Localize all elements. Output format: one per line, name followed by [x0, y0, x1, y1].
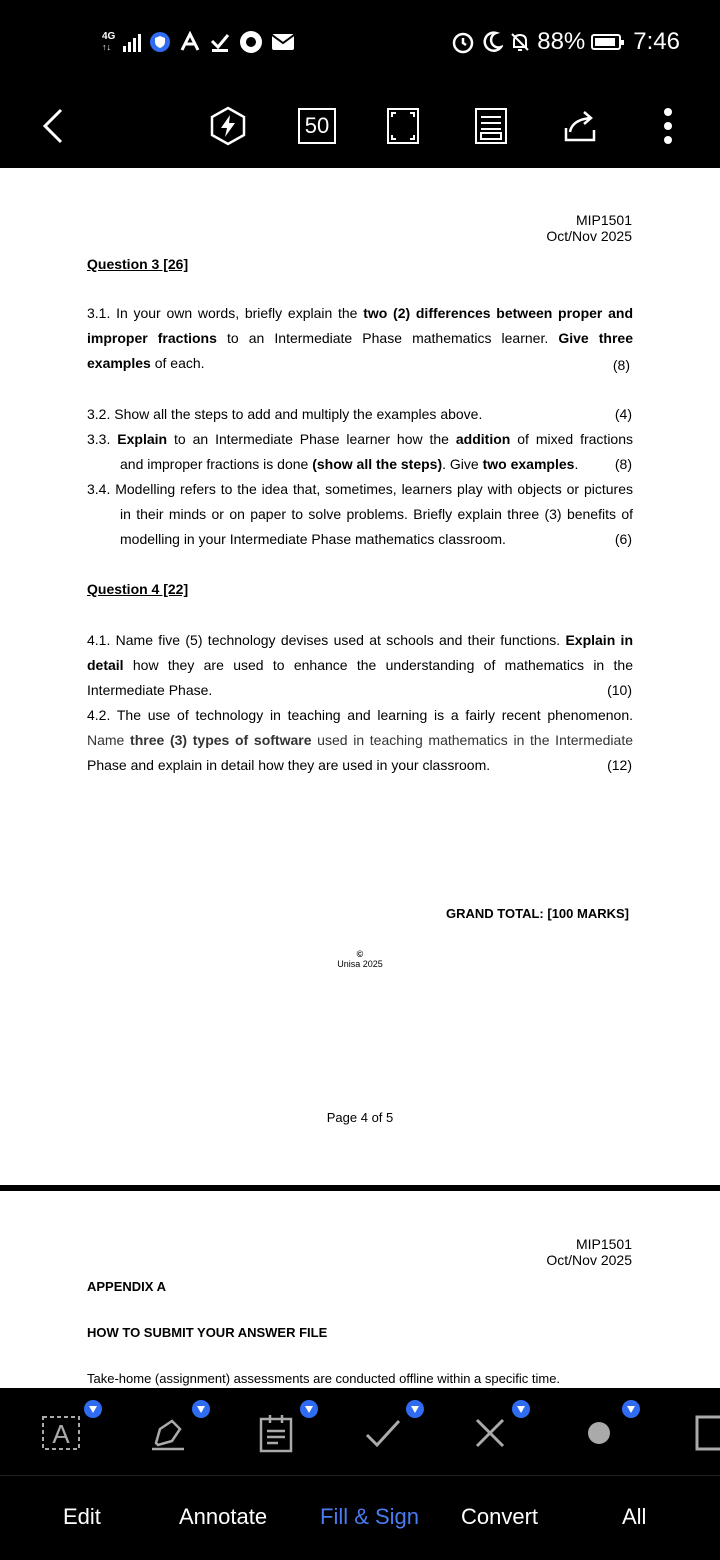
badge-bolt-icon [84, 1400, 102, 1418]
reading-mode-icon [474, 107, 508, 145]
tab-annotate[interactable]: Annotate [179, 1504, 268, 1529]
copyright-symbol: © [356, 949, 364, 959]
clipboard-icon [258, 1413, 294, 1453]
back-button[interactable] [22, 96, 82, 156]
question-3-1-marks: (8) [612, 357, 630, 373]
bell-off-icon [509, 31, 531, 53]
question-3-3-marks: (8) [614, 456, 632, 472]
question-3-3-line2: and improper fractions is done (show all the steps). Give two examples. [120, 456, 579, 472]
download-done-icon [209, 31, 231, 53]
question-4-2-line1: 4.2. The use of technology in teaching and learning is a fairly recent phenomenon. [87, 707, 633, 723]
badge-bolt-icon [406, 1400, 424, 1418]
app-circle-icon [239, 30, 263, 54]
page-divider [0, 1185, 720, 1191]
mail-icon [271, 32, 295, 52]
chevron-left-icon [37, 106, 67, 146]
battery-icon [591, 34, 621, 50]
question-3-1: 3.1. In your own words, briefly explain the two (2) differences between proper and improper fractions to an Intermediate Phase mathematics learner. Give three examples of each. [87, 305, 634, 371]
exam-session: Oct/Nov 2025 [546, 1252, 632, 1268]
course-code: MIP1501 [575, 1236, 632, 1252]
bottom-tab-bar [0, 1475, 720, 1560]
question-4-1-marks: (10) [607, 682, 632, 698]
tab-all[interactable]: All [622, 1504, 647, 1529]
question4-heading: Question 4 [22] [87, 581, 189, 597]
document-viewer[interactable] [0, 168, 720, 1388]
tab-convert[interactable]: Convert [461, 1504, 539, 1529]
reader-toolbar [0, 84, 720, 168]
more-vertical-icon [663, 106, 673, 146]
lightning-hexagon-icon [208, 106, 248, 146]
zoom-level-button[interactable] [287, 96, 347, 156]
zoom-level: 50 [298, 108, 336, 144]
network-type-icon: 4G ↑↓ [102, 31, 116, 52]
network-type-label: 4G [102, 31, 116, 42]
battery-percent: 88% [537, 28, 586, 55]
status-left-icons [102, 27, 295, 57]
cross-icon [473, 1416, 507, 1450]
grand-total: GRAND TOTAL: [100 MARKS] [446, 906, 629, 921]
share-icon [560, 106, 600, 146]
course-code: MIP1501 [575, 212, 632, 228]
annotation-tools-bar [0, 1388, 720, 1475]
page5-header [546, 1236, 632, 1268]
share-button[interactable] [550, 96, 610, 156]
clock: 7:46 [633, 28, 680, 55]
alarm-icon [451, 30, 475, 54]
submission-intro: Take-home (assignment) assessments are conducted offline within a specific time. [87, 1371, 561, 1386]
quick-action-button[interactable] [198, 96, 258, 156]
form-tool-button[interactable] [249, 1406, 303, 1460]
question-4-1-line1: 4.1. Name five (5) technology devises used at schools and their functions. Explain in [87, 632, 633, 648]
appendix-heading: APPENDIX A [87, 1279, 166, 1294]
tab-fill-sign[interactable]: Fill & Sign [320, 1504, 420, 1529]
page4-header [546, 212, 632, 244]
text-tool-button[interactable] [34, 1406, 88, 1460]
question-4-1-line3: Intermediate Phase. [87, 682, 213, 698]
question-4-1-line2: detail how they are used to enhance the understanding of mathematics in the [87, 657, 633, 673]
app-a-icon [179, 31, 201, 53]
signal-icon [123, 32, 141, 52]
copyright-text: Unisa 2025 [337, 959, 383, 969]
copyright [336, 949, 384, 969]
exam-session: Oct/Nov 2025 [546, 228, 632, 244]
question-3-4-line1: 3.4. Modelling refers to the idea that, sometimes, learners play with objects or pictures [87, 481, 633, 497]
text-box-icon [41, 1415, 81, 1451]
dot-icon [587, 1421, 611, 1445]
checkmark-icon [363, 1415, 403, 1451]
status-right-icons [451, 27, 680, 57]
shield-icon [149, 31, 171, 53]
fullscreen-icon [386, 107, 420, 145]
checkmark-tool-button[interactable] [356, 1406, 410, 1460]
question-3-4-marks: (6) [614, 531, 632, 547]
badge-bolt-icon [512, 1400, 530, 1418]
question-3-4-line2: in their minds or on paper to solve problems. Briefly explain three (3) benefits of [120, 506, 633, 522]
page-number: Page 4 of 5 [326, 1110, 394, 1125]
badge-bolt-icon [622, 1400, 640, 1418]
more-options-button[interactable] [638, 96, 698, 156]
pen-nib-icon [148, 1413, 188, 1453]
badge-bolt-icon [300, 1400, 318, 1418]
reading-mode-button[interactable] [461, 96, 521, 156]
question-3-2: 3.2. Show all the steps to add and multiply the examples above. [87, 406, 483, 422]
dot-tool-button[interactable] [572, 1406, 626, 1460]
question-4-2-line2: Name three (3) types of software used in teaching mathematics in the Intermediate [87, 732, 634, 748]
status-bar [0, 0, 720, 84]
moon-icon [481, 31, 503, 53]
rectangle-icon [687, 1413, 720, 1453]
svg-text:A: A [52, 1419, 70, 1449]
submission-heading: HOW TO SUBMIT YOUR ANSWER FILE [87, 1325, 328, 1340]
question-4-2-marks: (12) [607, 757, 632, 773]
tab-edit[interactable]: Edit [63, 1504, 101, 1529]
question-4-2-line3: Phase and explain in detail how they are used in your classroom. [87, 757, 491, 773]
fullscreen-button[interactable] [373, 96, 433, 156]
question-3-4-line3: modelling in your Intermediate Phase mathematics classroom. [120, 531, 506, 547]
question-3-3-line1: 3.3. Explain to an Intermediate Phase learner how the addition of mixed fractions [87, 431, 634, 447]
question3-heading: Question 3 [26] [87, 256, 189, 272]
signature-tool-button[interactable] [141, 1406, 195, 1460]
cross-tool-button[interactable] [463, 1406, 517, 1460]
box-tool-button[interactable] [680, 1406, 720, 1460]
badge-bolt-icon [192, 1400, 210, 1418]
question-3-2-marks: (4) [614, 406, 632, 422]
